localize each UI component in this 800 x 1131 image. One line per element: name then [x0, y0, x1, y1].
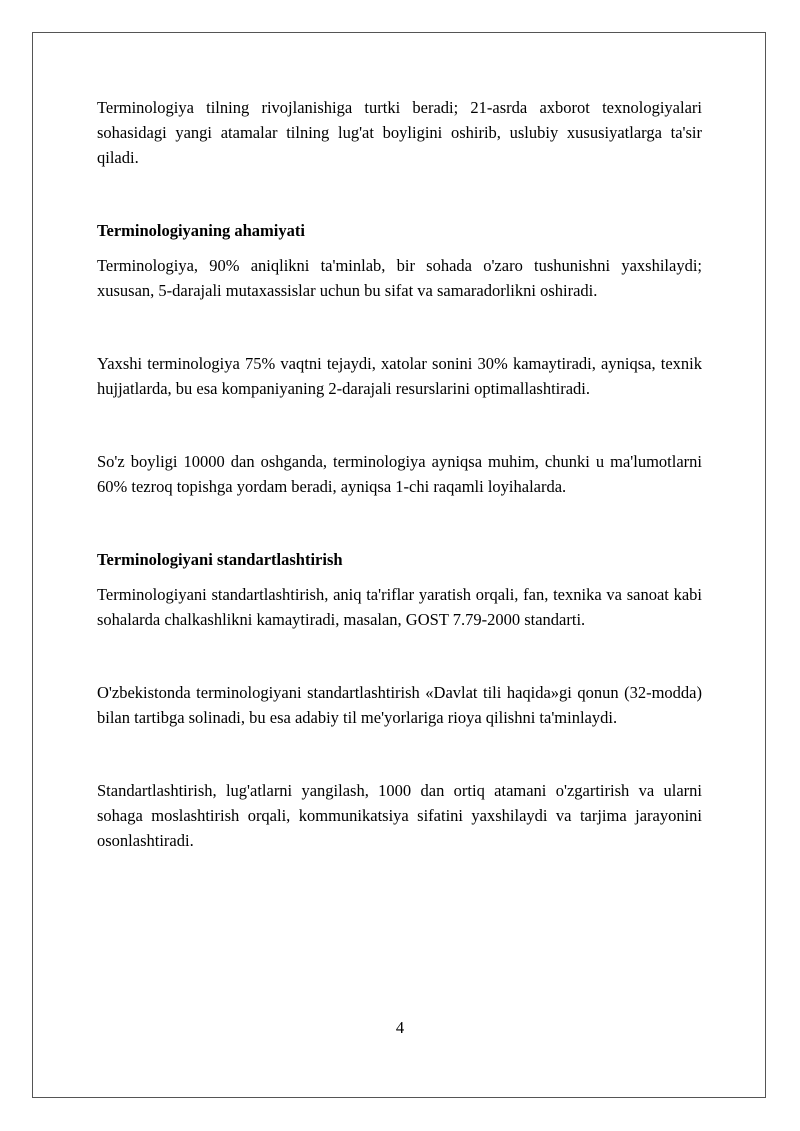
page-number: 4 — [395, 1018, 405, 1037]
intro-paragraph: Terminologiya tilning rivojlanishiga turtki beradi; 21-asrda axborot texnologiyalari sohasidagi yangi atamalar tilning lug'at boyligini oshirib, uslubiy xususiyatlarga ta'sir qiladi. — [97, 98, 702, 167]
paragraph-standardization-3: Standartlashtirish, lug'atlarni yangilash, 1000 dan ortiq atamani o'zgartirish va ularni sohaga moslashtirish orqali, kommunikatsiya sifatini yaxshilaydi va tarjima jarayonini osonlashtiradi. — [97, 781, 702, 850]
section-heading-standardization: Terminologiyani standartlashtirish — [97, 550, 343, 569]
paragraph-standardization-1: Terminologiyani standartlashtirish, aniq ta'riflar yaratish orqali, fan, texnika va sanoat kabi sohalarda chalkashlikni kamaytiradi, masalan, GOST 7.79-2000 standarti. — [97, 585, 702, 629]
paragraph-importance-2: Yaxshi terminologiya 75% vaqtni tejaydi, xatolar sonini 30% kamaytiradi, ayniqsa, texnik hujjatlarda, bu esa kompaniyaning 2-darajali resurslarini optimallashtiradi. — [97, 354, 702, 398]
document-body — [97, 95, 702, 853]
paragraph-importance-3: So'z boyligi 10000 dan oshganda, terminologiya ayniqsa muhim, chunki u ma'lumotlarni 60% tezroq topishga yordam beradi, ayniqsa 1-chi raqamli loyihalarda. — [97, 452, 702, 496]
paragraph-standardization-2: O'zbekistonda terminologiyani standartlashtirish «Davlat tili haqida»gi qonun (32-modda) bilan tartibga solinadi, bu esa adabiy til me'yorlariga rioya qilishni ta'minlaydi. — [97, 683, 702, 727]
section-heading-importance: Terminologiyaning ahamiyati — [97, 221, 305, 240]
paragraph-importance-1: Terminologiya, 90% aniqlikni ta'minlab, bir sohada o'zaro tushunishni yaxshilaydi; xususan, 5-darajali mutaxassislar uchun bu sifat va samaradorlikni oshiradi. — [97, 256, 702, 300]
